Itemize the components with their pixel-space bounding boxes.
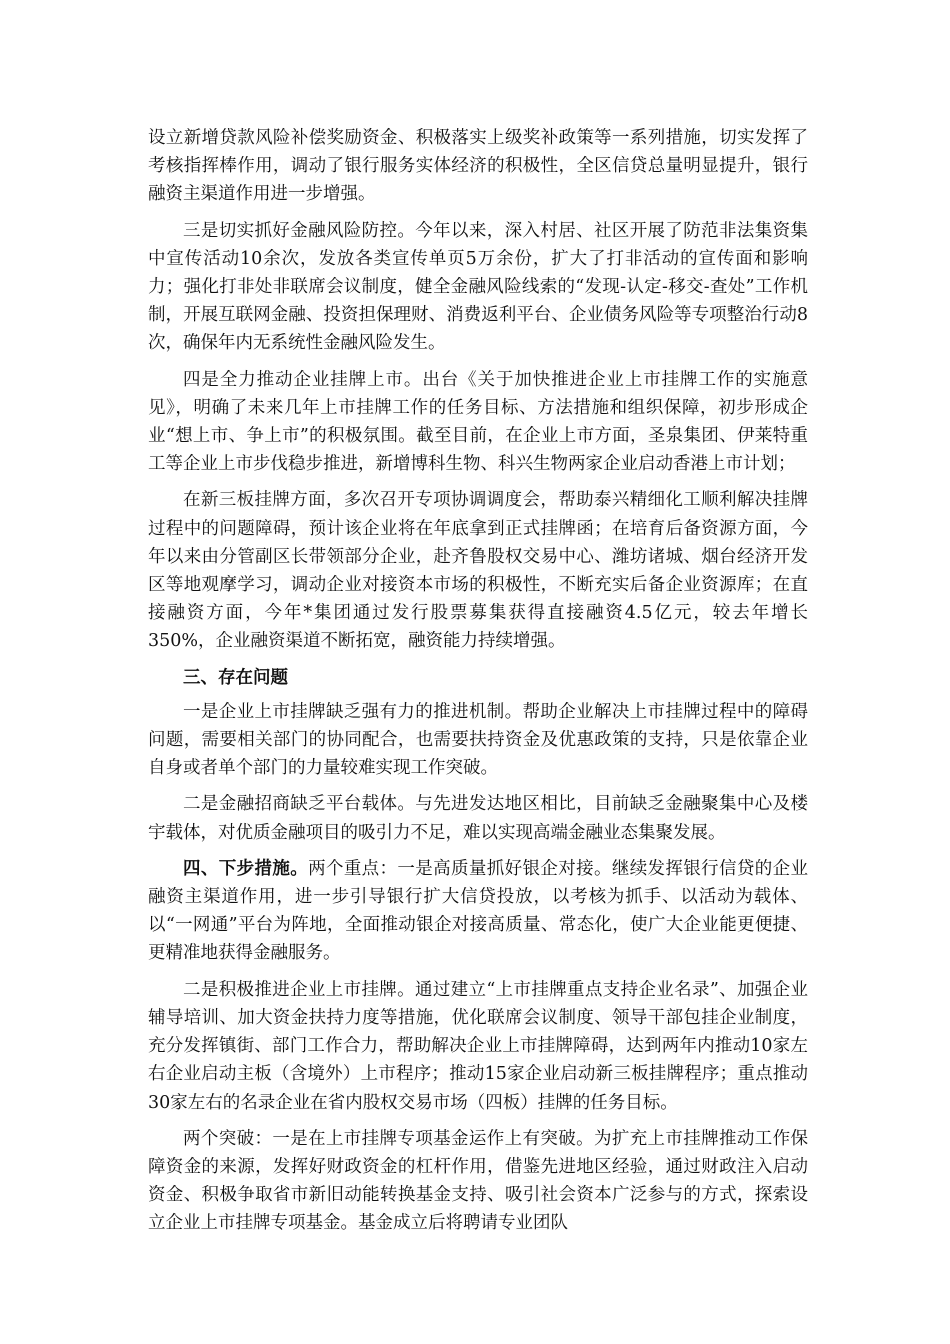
section-heading-next-steps: 四、下步措施。 bbox=[183, 858, 309, 879]
paragraph-new-third-board: 在新三板挂牌方面，多次召开专项协调调度会，帮助泰兴精细化工顺利解决挂牌过程中的问题障碍，预计该企业将在年底拿到正式挂牌函；在培育后备资源方面，今年以来由分管副区长带领部分企业，赴齐鲁股权交易中心、潍坊诸城、烟台经济开发区等地观摩学习，调动企业对接资本市场的积极性，不断充实后备企业资源库；在直接融资方面，今年*集团通过发行股票募集获得直接融资4.5亿元，较去年增长350%，企业融资渠道不断拓宽，融资能力持续增强。 bbox=[148, 490, 808, 652]
document-page bbox=[148, 124, 808, 1246]
paragraph-next-steps-text: 两个重点：一是高质量抓好银企对接。继续发挥银行信贷的企业融资主渠道作用，进一步引导银行扩大信贷投放，以考核为抓手、以活动为载体、以“一网通”平台为阵地，全面推动银企对接高质量、常态化，使广大企业能更便捷、更精准地获得金融服务。 bbox=[148, 858, 809, 964]
paragraph-continuation: 设立新增贷款风险补偿奖励资金、积极落实上级奖补政策等一系列措施，切实发挥了考核指挥棒作用，调动了银行服务实体经济的积极性，全区信贷总量明显提升，银行融资主渠道作用进一步增强。 bbox=[148, 128, 808, 205]
paragraph-next-steps bbox=[148, 855, 808, 968]
paragraph-two-breakthroughs: 两个突破：一是在上市挂牌专项基金运作上有突破。为扩充上市挂牌推动工作保障资金的来源，发挥好财政资金的杠杆作用，借鉴先进地区经验，通过财政注入启动资金、积极争取省市新旧动能转换基金支持、吸引社会资本广泛参与的方式，探索设立企业上市挂牌专项基金。基金成立后将聘请专业团队 bbox=[148, 1128, 808, 1234]
paragraph-risk-control: 三是切实抓好金融风险防控。今年以来，深入村居、社区开展了防范非法集资集中宣传活动10余次，发放各类宣传单页5万余份，扩大了打非活动的宣传面和影响力；强化打非处非联席会议制度，健全金融风险线索的“发现-认定-移交-查处”工作机制，开展互联网金融、投资担保理财、消费返利平台、企业债务风险等专项整治行动8次，确保年内无系统性金融风险发生。 bbox=[148, 220, 808, 354]
paragraph-listing: 四是全力推动企业挂牌上市。出台《关于加快推进企业上市挂牌工作的实施意见》，明确了未来几年上市挂牌工作的任务目标、方法措施和组织保障，初步形成企业“想上市、争上市”的积极氛围。截至目前，在企业上市方面，圣泉集团、伊莱特重工等企业上市步伐稳步推进，新增博科生物、科兴生物两家企业启动香港上市计划； bbox=[148, 369, 808, 475]
paragraph-problem-two: 二是金融招商缺乏平台载体。与先进发达地区相比，目前缺乏金融聚集中心及楼宇载体，对优质金融项目的吸引力不足，难以实现高端金融业态集聚发展。 bbox=[148, 794, 808, 843]
paragraph-problem-one: 一是企业上市挂牌缺乏强有力的推进机制。帮助企业解决上市挂牌过程中的障碍问题，需要相关部门的协同配合，也需要扶持资金及优惠政策的支持，只是依靠企业自身或者单个部门的力量较难实现工作突破。 bbox=[148, 701, 808, 779]
section-heading-problems: 三、存在问题 bbox=[183, 667, 288, 688]
paragraph-promote-listing: 二是积极推进企业上市挂牌。通过建立“上市挂牌重点支持企业名录”、加强企业辅导培训、加大资金扶持力度等措施，优化联席会议制度、领导干部包挂企业制度，充分发挥镇街、部门工作合力，帮助解决企业上市挂牌障碍，达到两年内推动10家左右企业启动主板（含境外）上市程序；推动15家企业启动新三板挂牌程序；重点推动30家左右的名录企业在省内股权交易市场（四板）挂牌的任务目标。 bbox=[148, 979, 808, 1113]
